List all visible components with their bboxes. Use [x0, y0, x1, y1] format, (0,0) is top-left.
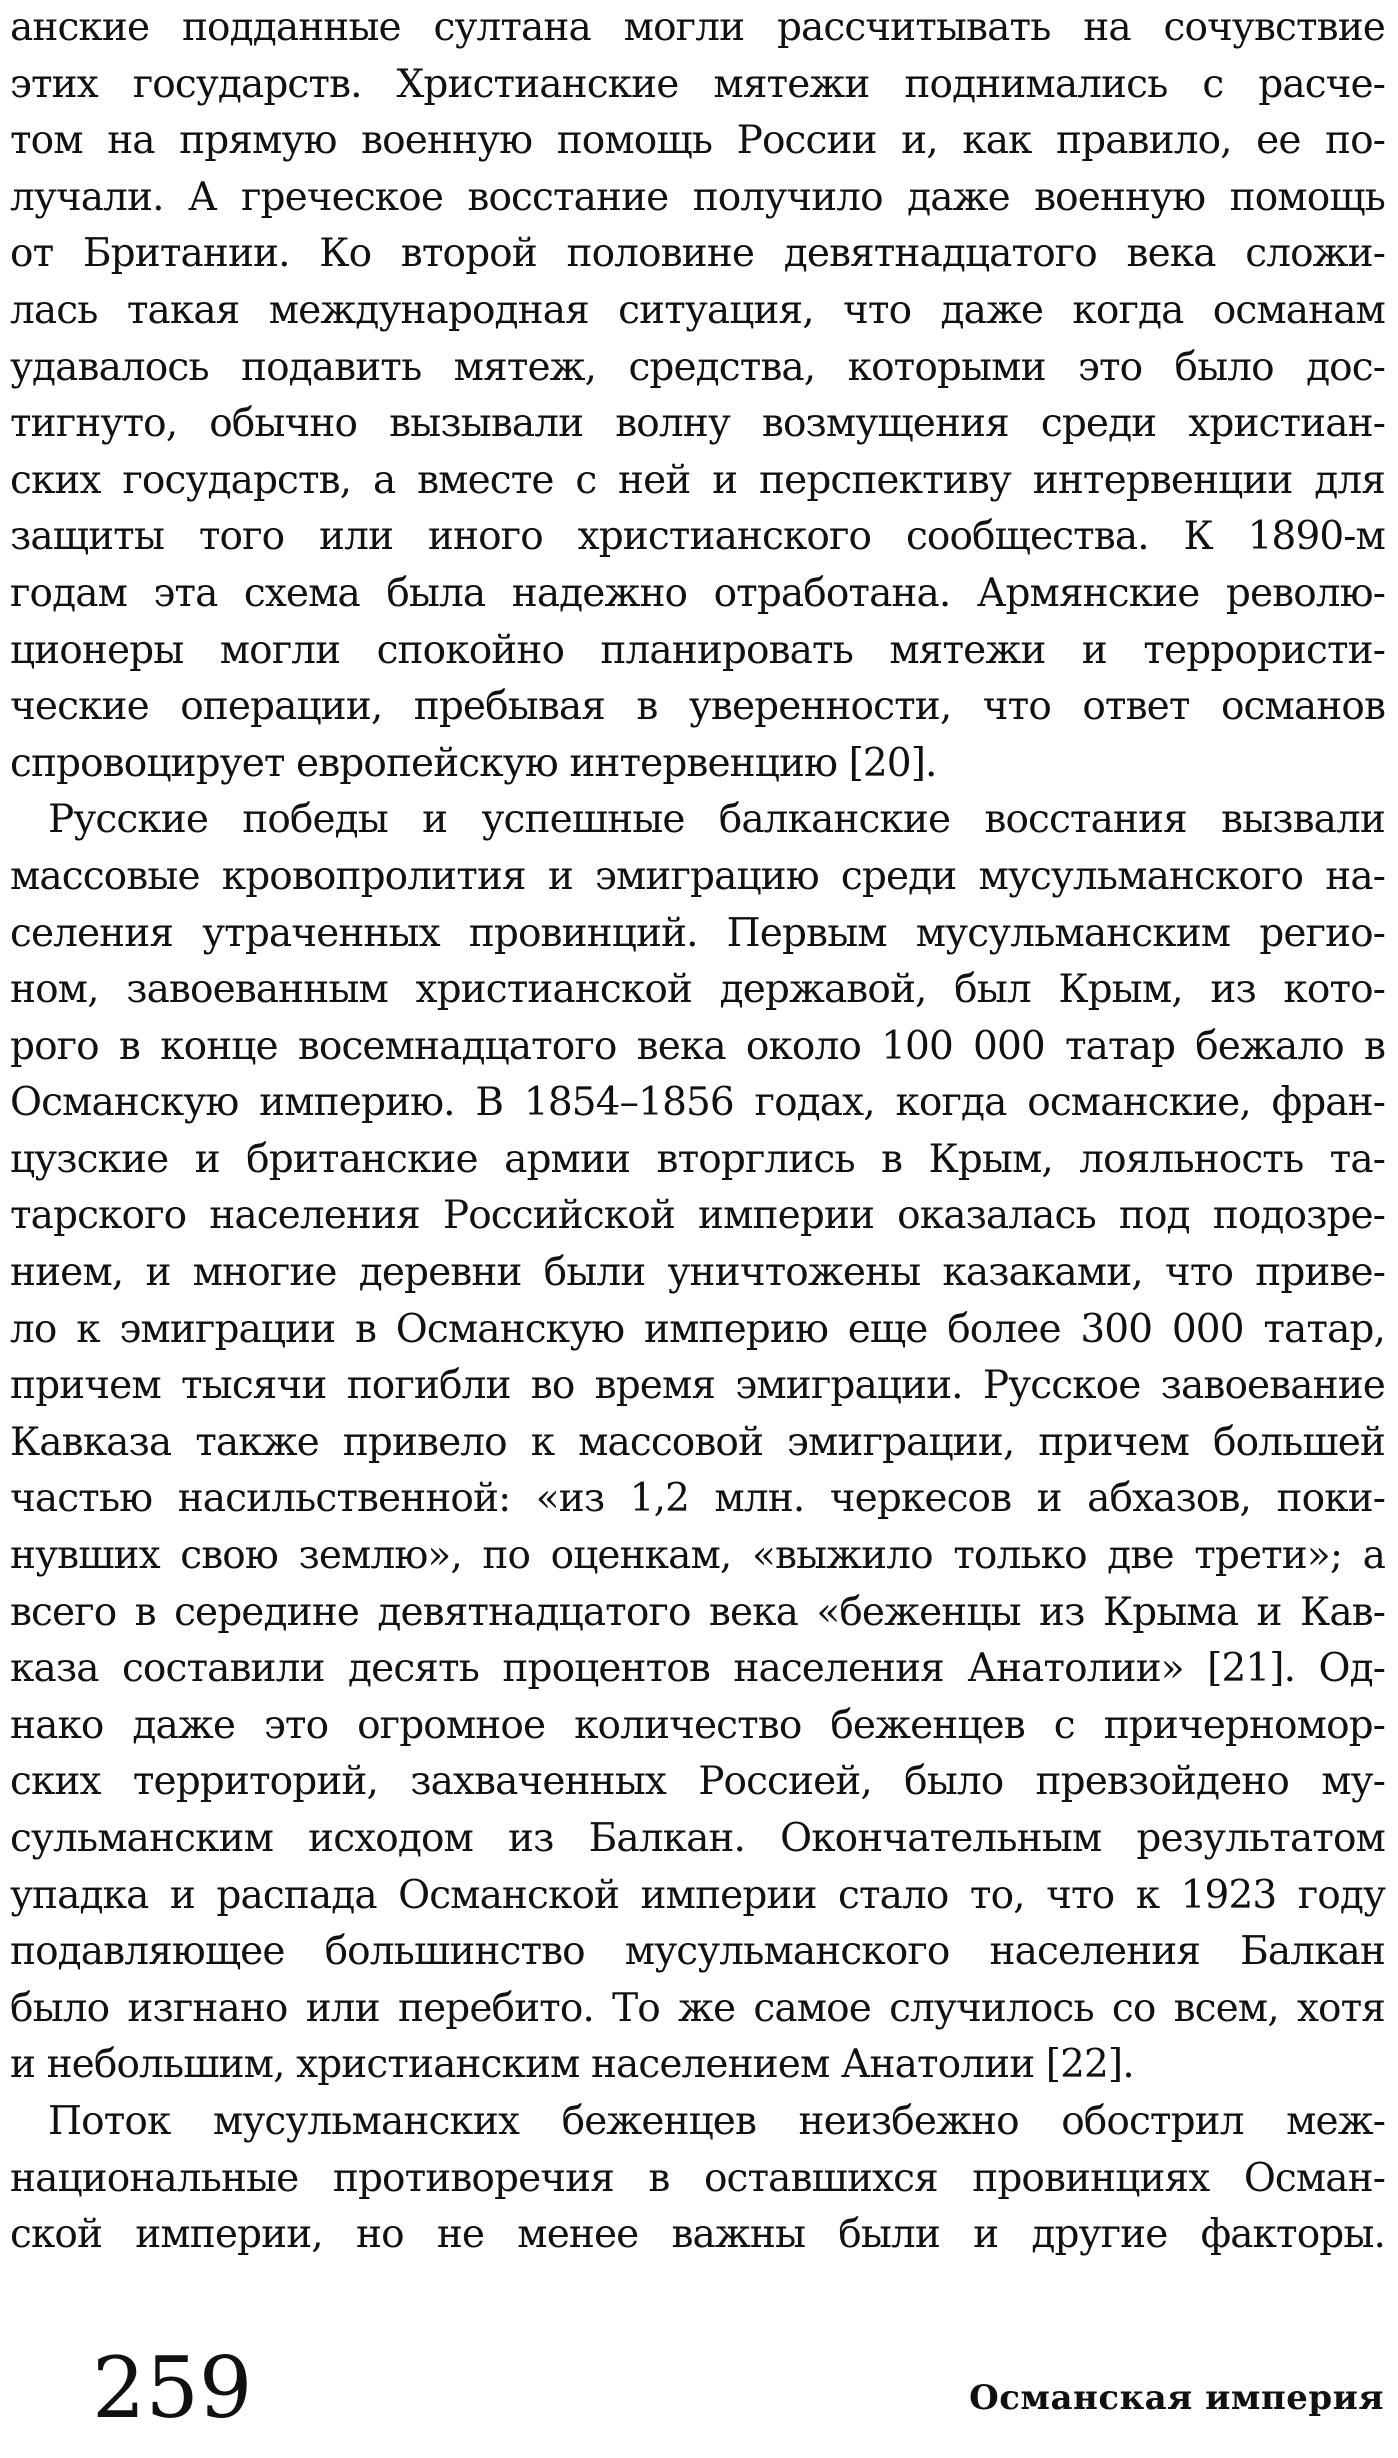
text-line: ло к эмиграции в Османскую империю еще более 300 000 татар, [10, 1306, 1385, 1352]
text-line: цузские и британские армии вторглись в Крым, лояльность та- [10, 1136, 1385, 1182]
text-line: причем тысячи погибли во время эмиграции. Русское завоевание [10, 1363, 1385, 1409]
text-line: было изгнано или перебито. То же самое случилось со всем, хотя [10, 1985, 1385, 2031]
text-line: анские подданные султана могли рассчитывать на сочувствие [10, 5, 1385, 50]
text-line: Османскую империю. В 1854–1856 годах, когда османские, фран- [10, 1080, 1385, 1126]
running-title: Османская империя [969, 2378, 1384, 2418]
text-line: этих государств. Христианские мятежи поднимались с расче- [10, 61, 1385, 107]
text-line: сульманским исходом из Балкан. Окончательным результатом [10, 1816, 1385, 1861]
text-line: ном, завоеванным христианской державой, был Крым, из кото- [10, 967, 1385, 1013]
body-text [10, 0, 1385, 2264]
text-line: ских государств, а вместе с ней и перспективу интервенции для [10, 457, 1385, 503]
text-line: подавляющее большинство мусульманского населения Балкан [10, 1929, 1385, 1975]
text-line: ских территорий, захваченных Россией, было превзойдено му- [10, 1759, 1385, 1805]
page-footer [0, 2338, 1398, 2448]
text-line: спровоцирует европейскую интервенцию [20]. [10, 740, 937, 786]
text-line: лучали. А греческое восстание получило даже военную помощь [10, 174, 1385, 220]
paragraph [10, 792, 1385, 2094]
text-line: всего в середине девятнадцатого века «беженцы из Крыма и Кав- [10, 1589, 1385, 1635]
text-line: упадка и распада Османской империи стало то, что к 1923 году [10, 1872, 1385, 1918]
text-line: ционеры могли спокойно планировать мятежи и террористи- [10, 627, 1385, 673]
text-line: ской империи, но не менее важны были и другие факторы. [10, 2212, 1385, 2258]
text-line: нием, и многие деревни были уничтожены казаками, что приве- [10, 1250, 1385, 1296]
text-line: рого в конце восемнадцатого века около 100 000 татар бежало в [10, 1023, 1385, 1069]
text-line: каза составили десять процентов населения Анатолии» [21]. Од- [10, 1646, 1385, 1692]
text-line: том на прямую военную помощь России и, как правило, ее по- [10, 118, 1385, 164]
text-line: защиты того или иного христианского сообщества. К 1890-м [10, 514, 1385, 560]
text-line: национальные противоречия в оставшихся провинциях Осман- [10, 2155, 1385, 2201]
text-line: Русские победы и успешные балканские восстания вызвали [48, 797, 1385, 843]
text-line: Кавказа также привело к массовой эмиграции, причем большей [10, 1419, 1385, 1465]
text-line: и небольшим, христианским населением Анатолии [22]. [10, 2042, 1134, 2088]
text-line: нако даже это огромное количество беженцев с причерномор- [10, 1702, 1385, 1748]
text-line: тигнуто, обычно вызывали волну возмущения среди христиан- [10, 401, 1385, 447]
text-line: ческие операции, пребывая в уверенности, что ответ османов [10, 684, 1385, 730]
text-line: массовые кровопролития и эмиграцию среди мусульманского на- [10, 853, 1385, 899]
text-line: нувших свою землю», по оценкам, «выжило только две трети»; а [10, 1533, 1385, 1579]
text-line: удавалось подавить мятеж, средства, которыми это было дос- [10, 344, 1385, 390]
text-line: от Британии. Ко второй половине девятнадцатого века сложи- [10, 231, 1385, 277]
paragraph [10, 0, 1385, 792]
text-line: частью насильственной: «из 1,2 млн. черкесов и абхазов, поки- [10, 1476, 1385, 1522]
text-line: Поток мусульманских беженцев неизбежно обострил меж- [48, 2098, 1385, 2144]
paragraph [10, 2094, 1385, 2264]
text-line: годам эта схема была надежно отработана. Армянские револю- [10, 570, 1385, 616]
text-line: лась такая международная ситуация, что даже когда османам [10, 287, 1385, 333]
text-line: селения утраченных провинций. Первым мусульманским регио- [10, 910, 1385, 956]
page-number: 259 [92, 2339, 253, 2437]
text-line: тарского населения Российской империи оказалась под подозре- [10, 1193, 1385, 1239]
